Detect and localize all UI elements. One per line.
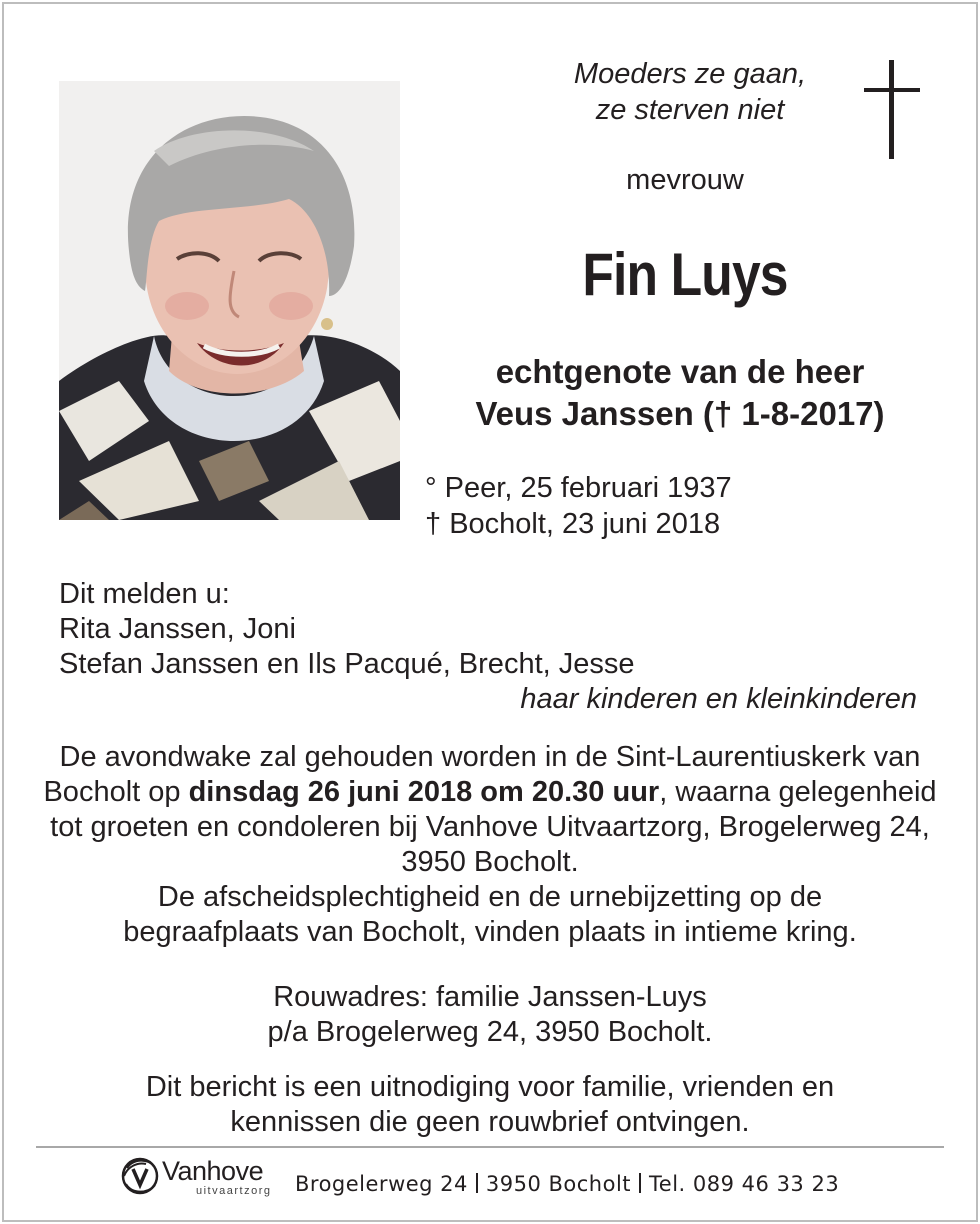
death-symbol: † bbox=[425, 508, 442, 540]
vanhove-logo bbox=[118, 1154, 288, 1204]
cross-icon bbox=[862, 60, 922, 160]
address-line-1: Rouwadres: familie Janssen-Luys bbox=[273, 981, 707, 1013]
honorific: mevrouw bbox=[626, 164, 744, 196]
life-dates bbox=[425, 470, 732, 542]
family-announcement bbox=[59, 577, 917, 717]
ceremony-paragraph bbox=[40, 740, 940, 880]
spouse-line-1: echtgenote van de heer bbox=[495, 353, 865, 390]
birth-symbol: ° bbox=[425, 472, 437, 504]
logo-subtitle: uitvaartzorg bbox=[196, 1185, 272, 1197]
footer-city: 3950 Bocholt bbox=[485, 1172, 632, 1196]
motto-line-1: Moeders ze gaan, bbox=[573, 58, 807, 90]
address-line-2: p/a Brogelerweg 24, 3950 Bocholt. bbox=[267, 1016, 713, 1048]
motto-line-2: ze sterven niet bbox=[595, 94, 785, 126]
deceased-name: Fin Luys bbox=[582, 241, 788, 308]
footer-contact bbox=[295, 1172, 839, 1196]
note-line-2: kennissen die geen rouwbrief ontvingen. bbox=[230, 1106, 750, 1138]
family-line-2: Stefan Janssen en Ils Pacqué, Brecht, Jesse bbox=[59, 648, 635, 680]
footer-phone: Tel. 089 46 33 23 bbox=[649, 1172, 840, 1196]
motto bbox=[490, 56, 890, 128]
ceremony-part-3: De afscheidsplechtigheid en de urnebijzetting op de begraafplaats van Bocholt, vinden plaats in intieme kring. bbox=[123, 881, 857, 948]
death-date: Bocholt, 23 juni 2018 bbox=[449, 508, 721, 540]
family-line-1: Rita Janssen, Joni bbox=[59, 613, 296, 645]
mourning-address bbox=[40, 980, 940, 1050]
footer-divider bbox=[36, 1146, 944, 1148]
family-intro: Dit melden u: bbox=[59, 578, 230, 610]
birth-line bbox=[425, 470, 732, 506]
separator bbox=[476, 1173, 478, 1193]
spouse-line-2: Veus Janssen († 1-8-2017) bbox=[475, 395, 885, 432]
death-line bbox=[425, 506, 732, 542]
birth-date: Peer, 25 februari 1937 bbox=[444, 472, 732, 504]
ceremony-date-time: dinsdag 26 juni 2018 om 20.30 uur bbox=[188, 776, 660, 808]
invitation-note bbox=[40, 1070, 940, 1140]
portrait-photo bbox=[59, 81, 400, 520]
ceremony-part-2: , waarna gelegenheid tot groeten en condoleren bij Vanhove Uitvaartzorg, Brogelerweg 24, 3950 Bocholt. bbox=[50, 776, 937, 878]
separator bbox=[639, 1173, 641, 1193]
footer-street: Brogelerweg 24 bbox=[295, 1172, 468, 1196]
family-role: haar kinderen en kleinkinderen bbox=[520, 683, 917, 715]
spouse-info bbox=[440, 351, 920, 435]
logo-name: Vanhove bbox=[162, 1156, 264, 1186]
vanhove-logo-icon bbox=[118, 1154, 162, 1198]
note-line-1: Dit bericht is een uitnodiging voor familie, vrienden en bbox=[145, 1071, 835, 1103]
ceremony-part-1: De avondwake zal gehouden worden in de Sint-Laurentiuskerk van Bocholt op bbox=[43, 741, 921, 808]
ceremony-text bbox=[40, 740, 940, 950]
